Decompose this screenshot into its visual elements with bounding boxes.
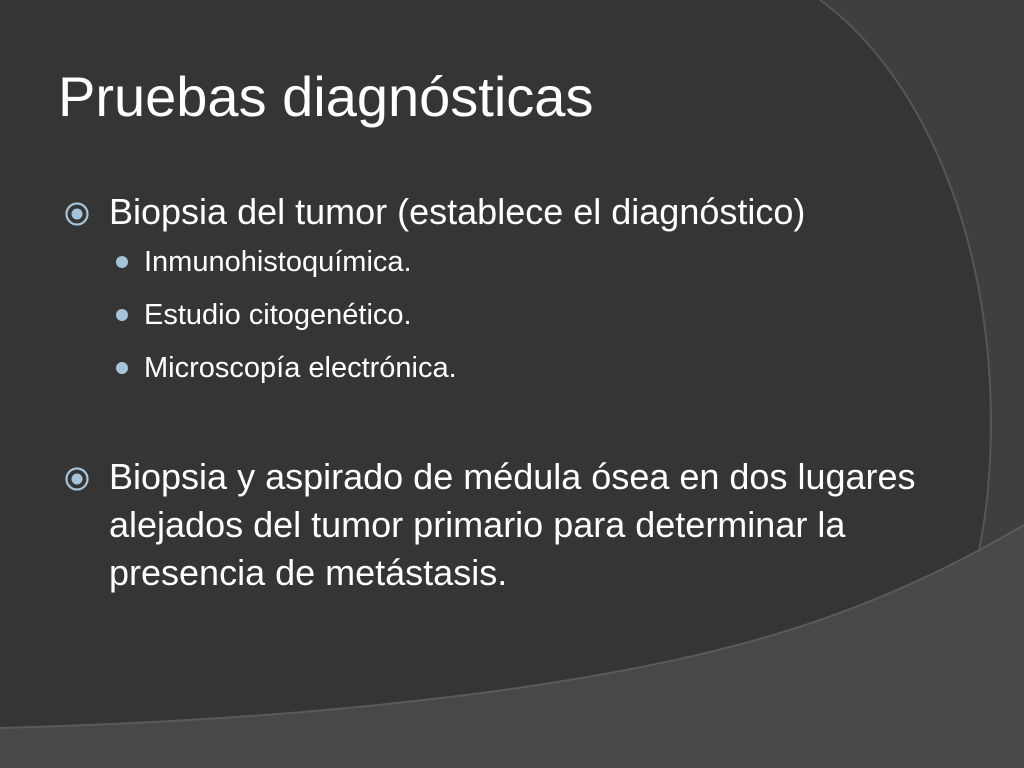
sub-bullet-text: Inmunohistoquímica. <box>144 246 412 278</box>
dot-bullet-icon <box>116 362 128 374</box>
circled-dot-bullet-icon <box>64 466 90 492</box>
sub-bullet-item <box>64 242 944 295</box>
bullet-biopsia-medula <box>64 453 944 597</box>
bullet-text: Biopsia y aspirado de médula ósea en dos lugares alejados del tumor primario para determinar la presencia de metástasis. <box>109 456 916 593</box>
sub-bullet-item <box>64 295 944 348</box>
slide-content <box>64 188 944 597</box>
sub-bullet-list <box>64 242 944 401</box>
spacer <box>64 401 944 453</box>
dot-bullet-icon <box>116 309 128 321</box>
bullet-text: Biopsia del tumor (establece el diagnóstico) <box>109 191 806 232</box>
circled-dot-bullet-icon <box>64 201 90 227</box>
slide-title: Pruebas diagnósticas <box>58 65 594 128</box>
sub-bullet-text: Estudio citogenético. <box>144 299 412 331</box>
dot-bullet-icon <box>116 256 128 268</box>
sub-bullet-item <box>64 348 944 401</box>
bullet-biopsia-tumor <box>64 188 944 236</box>
sub-bullet-text: Microscopía electrónica. <box>144 352 457 384</box>
